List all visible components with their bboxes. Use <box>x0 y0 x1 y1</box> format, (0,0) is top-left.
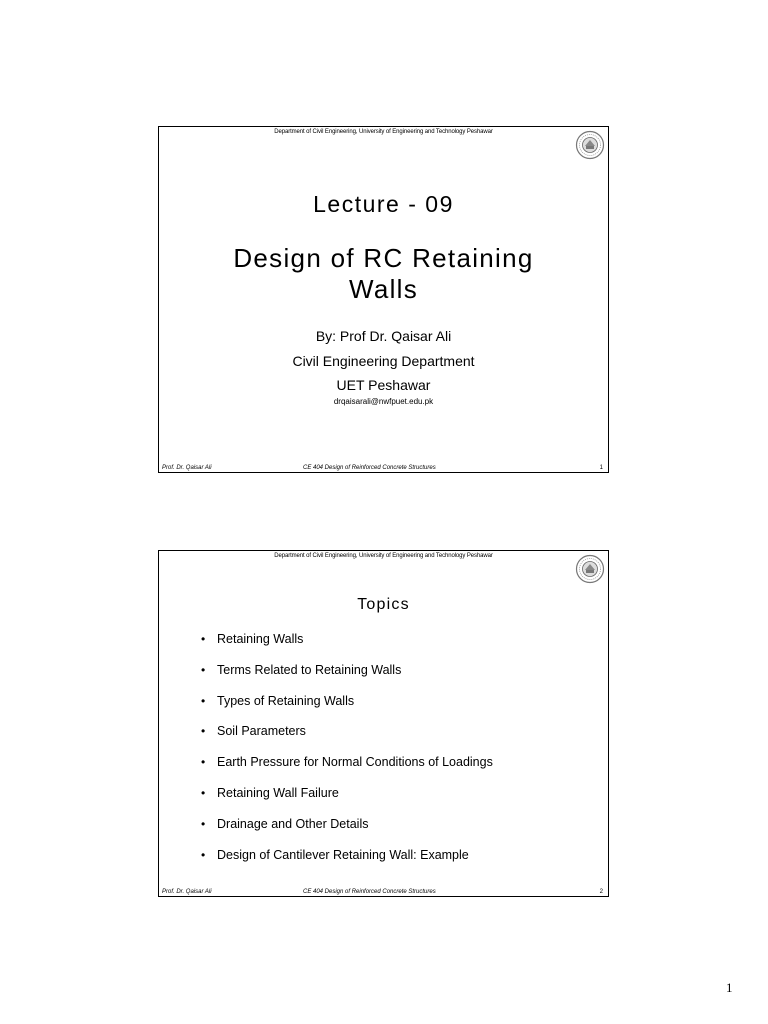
footer-course: CE 404 Design of Reinforced Concrete Structures <box>303 465 436 471</box>
list-item-text: Earth Pressure for Normal Conditions of Loadings <box>217 755 493 770</box>
list-item <box>201 845 493 876</box>
slide-footer <box>162 887 603 895</box>
author-name: By: Prof Dr. Qaisar Ali <box>315 328 452 344</box>
list-item-text: Retaining Wall Failure <box>217 785 339 800</box>
list-item-text: Drainage and Other Details <box>217 816 369 831</box>
department-header: Department of Civil Engineering, University of Engineering and Technology Peshawar <box>274 129 493 135</box>
topics-title: Topics <box>357 596 410 613</box>
list-item <box>201 721 493 752</box>
list-item <box>201 629 493 660</box>
slide-footer <box>162 463 603 471</box>
bullet-dot-icon: • <box>201 816 206 831</box>
author-department: Civil Engineering Department <box>292 352 475 369</box>
list-item-text: Soil Parameters <box>217 724 306 739</box>
list-item <box>201 783 493 814</box>
footer-author: Prof. Dr. Qaisar Ali <box>162 465 212 471</box>
slide-number: 2 <box>599 889 603 895</box>
list-item <box>201 660 493 691</box>
lecture-title-line-1: Design of RC Retaining <box>233 243 534 273</box>
page-number: 1 <box>726 980 733 995</box>
slide-1 <box>158 126 609 473</box>
bullet-dot-icon: • <box>201 632 206 646</box>
lecture-number: Lecture - 09 <box>313 191 454 217</box>
list-item-text: Design of Cantilever Retaining Wall: Example <box>217 847 469 862</box>
author-email: drqaisarali@nwfpuet.edu.pk <box>333 397 434 406</box>
bullet-dot-icon: • <box>201 662 206 677</box>
slide-number: 1 <box>599 465 603 471</box>
university-seal-icon <box>575 130 605 160</box>
university-seal-icon <box>575 554 605 584</box>
slide-2 <box>158 550 609 897</box>
lecture-title-line-2: Walls <box>348 274 419 304</box>
list-item <box>201 752 493 783</box>
footer-course: CE 404 Design of Reinforced Concrete Structures <box>303 889 436 895</box>
bullet-dot-icon: • <box>201 693 206 708</box>
bullet-dot-icon: • <box>201 785 206 800</box>
bullet-dot-icon: • <box>201 724 206 739</box>
list-item-text: Retaining Walls <box>217 632 304 646</box>
topics-list <box>201 629 493 875</box>
bullet-dot-icon: • <box>201 755 206 770</box>
department-header: Department of Civil Engineering, University of Engineering and Technology Peshawar <box>274 553 493 559</box>
list-item-text: Types of Retaining Walls <box>217 693 355 708</box>
footer-author: Prof. Dr. Qaisar Ali <box>162 889 212 895</box>
author-block <box>159 324 608 398</box>
list-item <box>201 814 493 845</box>
bullet-dot-icon: • <box>201 847 206 862</box>
lecture-title <box>159 243 608 305</box>
list-item-text: Terms Related to Retaining Walls <box>217 662 402 677</box>
list-item <box>201 691 493 722</box>
author-institution: UET Peshawar <box>336 377 431 393</box>
